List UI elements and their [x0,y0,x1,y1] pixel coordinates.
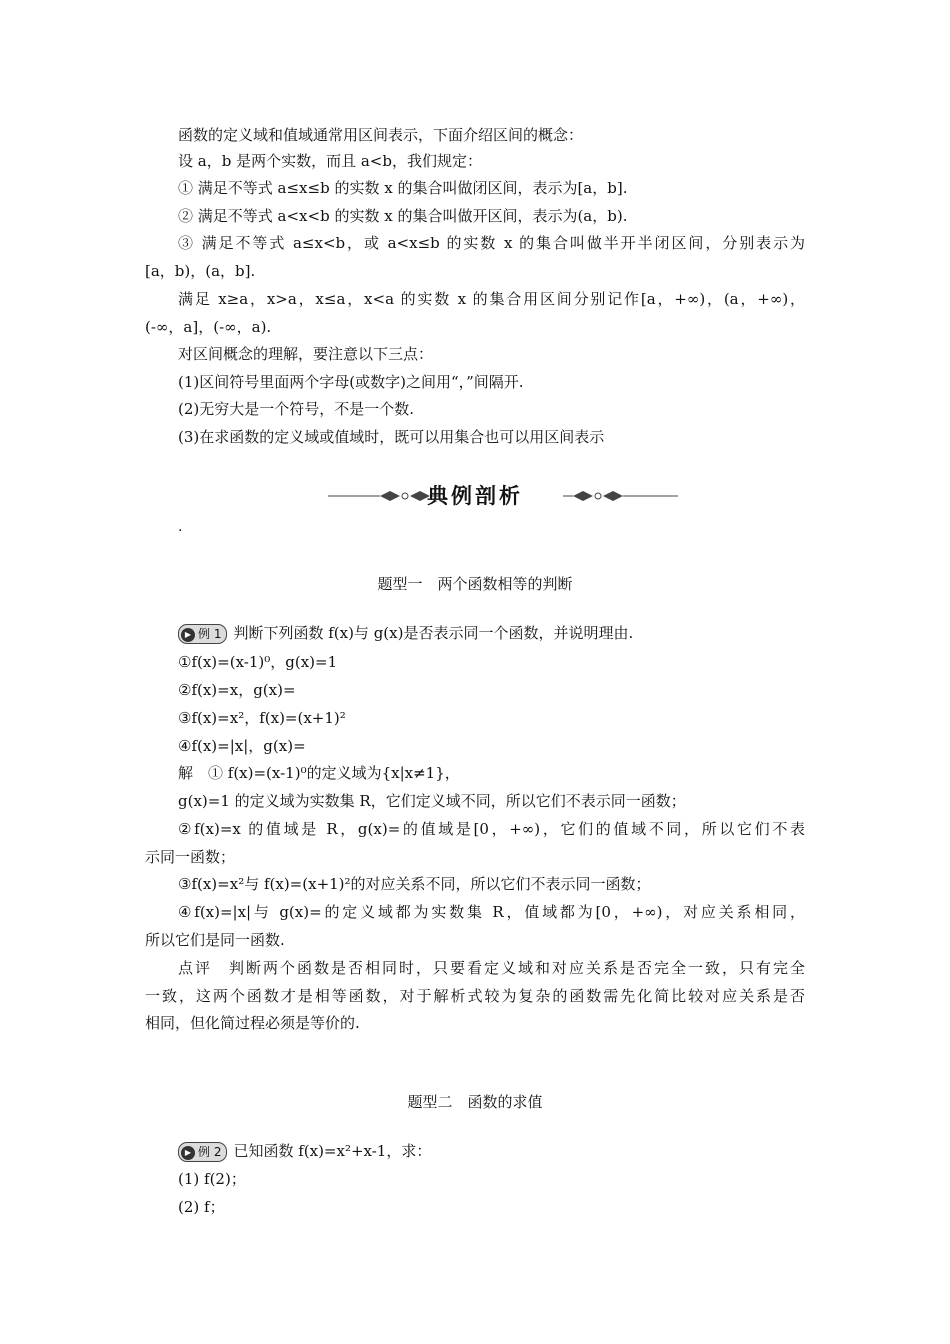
section-heading: 题型二 函数的求值 [407,1093,543,1111]
review-line: 相同，但化简过程必须是等价的. [145,1014,360,1032]
list-item: ①f(x)=(x-1)⁰，g(x)=1 [178,653,338,671]
list-item: ②f(x)=x，g(x)= [178,681,296,699]
infinite-interval-def: 满足 x≥a，x>a，x≤a，x<a 的实数 x 的集合用区间分别记作[a，+∞)，(a，+∞)， [178,290,805,308]
open-interval-def: ② 满足不等式 a<x<b 的实数 x 的集合叫做开区间，表示为(a，b). [178,207,628,225]
play-icon: ▶ [181,1146,195,1160]
list-item: ③f(x)=x²，f(x)=(x+1)² [178,709,346,727]
solution-line: 示同一函数； [145,848,236,866]
example-badge-label: 例 1 [198,627,222,641]
solution-line: ②f(x)=x 的值域是 R，g(x)=的值域是[0，+∞)，它们的值域不同，所以它们不表 [178,820,805,838]
example-badge [178,1142,227,1162]
intro-line: 设 a，b 是两个实数，而且 a<b，我们规定： [178,152,482,170]
example-badge [178,624,227,644]
solution-line: ③f(x)=x²与 f(x)=(x+1)²的对应关系不同，所以它们不表示同一函数； [178,875,651,893]
solution-line: ④f(x)=|x|与 g(x)=的定义域都为实数集 R，值域都为[0，+∞)，对应关系相同， [178,903,805,921]
intro-line: 对区间概念的理解，要注意以下三点： [178,345,434,363]
list-item: ④f(x)=|x|，g(x)= [178,737,306,755]
note-point: (1)区间符号里面两个字母(或数字)之间用“，”间隔开. [178,373,524,391]
solution-line: 所以它们是同一函数. [145,931,285,949]
note-point: (3)在求函数的定义域或值域时，既可以用集合也可以用区间表示 [178,428,605,446]
solution-line: 解 ① f(x)=(x-1)⁰的定义域为{x|x≠1}， [178,764,460,782]
review-line: 点评 判断两个函数是否相同时，只要看定义域和对应关系是否完全一致，只有完全 [178,959,805,977]
note-point: (2)无穷大是一个符号，不是一个数. [178,400,415,418]
section-banner [0,480,950,512]
example-badge-label: 例 2 [198,1145,222,1159]
sub-question: (2) f； [178,1198,225,1216]
section-heading: 题型一 两个函数相等的判断 [377,575,573,593]
play-icon: ▶ [181,628,195,642]
sub-question: (1) f(2)； [178,1170,246,1188]
infinite-interval-def-cont: (-∞，a]，(-∞，a). [145,318,272,336]
example-question [178,1140,431,1162]
question-text: 判断下列函数 f(x)与 g(x)是否表示同一个函数，并说明理由. [233,624,634,642]
intro-line: 函数的定义域和值域通常用区间表示，下面介绍区间的概念： [178,126,584,144]
stray-dot: . [178,519,183,535]
half-open-interval-def: ③ 满足不等式 a≤x<b，或 a<x≤b 的实数 x 的集合叫做半开半闭区间，分别表示为 [178,234,805,252]
question-text: 已知函数 f(x)=x²+x-1，求： [233,1142,432,1160]
example-question [178,622,633,644]
review-line: 一致，这两个函数才是相等函数，对于解析式较为复杂的函数需先化简比较对应关系是否 [145,987,805,1005]
closed-interval-def: ① 满足不等式 a≤x≤b 的实数 x 的集合叫做闭区间，表示为[a，b]. [178,179,628,197]
half-open-interval-def-cont: [a，b)，(a，b]. [145,262,256,280]
banner-title: 典例剖析 [427,484,523,508]
solution-line: g(x)=1 的定义域为实数集 R，它们定义域不同，所以它们不表示同一函数； [178,792,686,810]
